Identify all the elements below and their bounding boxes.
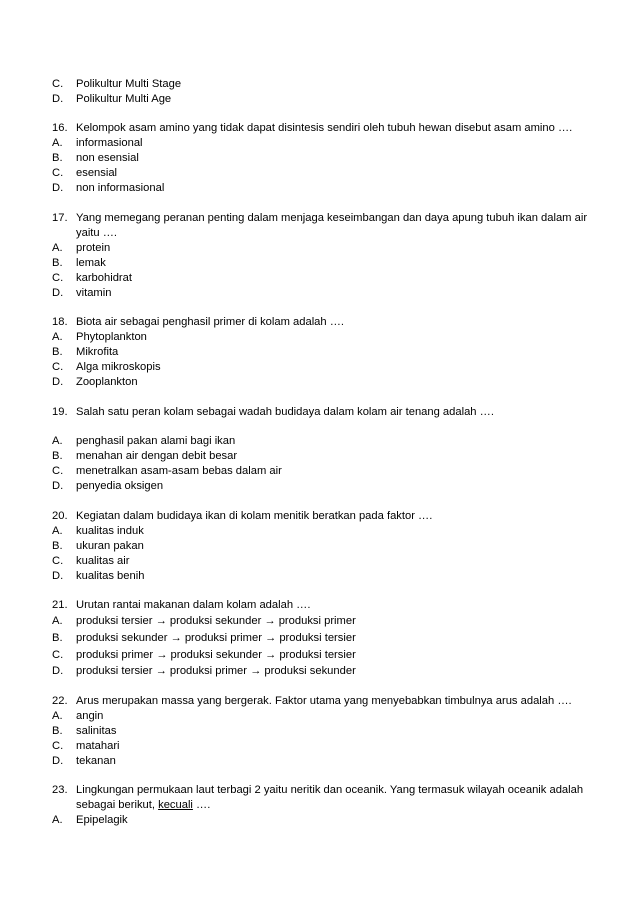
option-label: D. [52, 480, 64, 492]
option-label: A. [52, 525, 63, 537]
question-text: Kegiatan dalam budidaya ikan di kolam menitik beratkan pada faktor …. [76, 510, 433, 522]
question-number: 23. [52, 784, 68, 796]
option-text: Phytoplankton [76, 331, 147, 343]
option-text: produksi tersier → produksi sekunder → produksi primer [76, 615, 356, 627]
option-label: C. [52, 78, 64, 90]
option-text: kualitas induk [76, 525, 144, 537]
question-number: 20. [52, 510, 68, 522]
option-label: B. [52, 257, 63, 269]
question-text-part: sebagai berikut, [76, 799, 159, 811]
question-number: 16. [52, 122, 68, 134]
option-label: A. [52, 710, 63, 722]
option-label: B. [52, 632, 63, 644]
option-text: Polikultur Multi Stage [76, 78, 182, 90]
question-text: Kelompok asam amino yang tidak dapat disintesis sendiri oleh tubuh hewan disebut asam amino …. [76, 122, 573, 134]
option-text: kualitas benih [76, 570, 145, 582]
question-text: Arus merupakan massa yang bergerak. Faktor utama yang menyebabkan timbulnya arus adalah …. [76, 695, 572, 707]
question-text-tail: …. [192, 799, 211, 811]
option-text: karbohidrat [76, 272, 132, 284]
option-text: produksi sekunder → produksi primer → produksi tersier [76, 632, 356, 644]
question-text: Yang memegang peranan penting dalam menjaga keseimbangan dan daya apung tubuh ikan dalam air [76, 212, 588, 224]
option-text: produksi tersier → produksi primer → produksi sekunder [76, 665, 356, 677]
option-label: C. [52, 740, 64, 752]
option-label: C. [52, 167, 64, 179]
option-text: tekanan [76, 755, 116, 767]
option-label: D. [52, 755, 64, 767]
option-text: non informasional [76, 182, 165, 194]
option-text: Alga mikroskopis [76, 361, 161, 373]
option-label: A. [52, 137, 63, 149]
option-label: D. [52, 665, 64, 677]
option-label: C. [52, 272, 64, 284]
question-number: 22. [52, 695, 68, 707]
question-number: 18. [52, 316, 68, 328]
option-label: B. [52, 346, 63, 358]
option-text: kualitas air [76, 555, 130, 567]
option-text: ukuran pakan [76, 540, 144, 552]
option-label: C. [52, 465, 64, 477]
option-text: esensial [76, 167, 118, 179]
option-text: penghasil pakan alami bagi ikan [76, 435, 236, 447]
option-label: A. [52, 331, 63, 343]
option-text: penyedia oksigen [76, 480, 164, 492]
question-text: Lingkungan permukaan laut terbagi 2 yaitu neritik dan oceanik. Yang termasuk wilayah oceanik adalah [76, 784, 584, 796]
option-text: vitamin [76, 287, 112, 299]
option-label: B. [52, 540, 63, 552]
option-text: informasional [76, 137, 143, 149]
question-number: 19. [52, 406, 68, 418]
option-label: D. [52, 182, 64, 194]
option-text: matahari [76, 740, 120, 752]
option-label: B. [52, 450, 63, 462]
question-number: 21. [52, 599, 68, 611]
option-label: A. [52, 435, 63, 447]
option-text: Epipelagik [76, 814, 128, 826]
question-text: yaitu …. [76, 227, 118, 239]
option-text: lemak [76, 257, 106, 269]
option-text: protein [76, 242, 111, 254]
option-label: C. [52, 555, 64, 567]
option-label: A. [52, 615, 63, 627]
option-text: produksi primer → produksi sekunder → produksi tersier [76, 649, 356, 661]
question-text: Urutan rantai makanan dalam kolam adalah …. [76, 599, 311, 611]
option-label: C. [52, 649, 64, 661]
question-text: Biota air sebagai penghasil primer di kolam adalah …. [76, 316, 345, 328]
underlined-word: kecuali [158, 799, 193, 811]
option-text: angin [76, 710, 104, 722]
question-number: 17. [52, 212, 68, 224]
question-text: Salah satu peran kolam sebagai wadah budidaya dalam kolam air tenang adalah …. [76, 406, 494, 418]
option-label: C. [52, 361, 64, 373]
option-label: A. [52, 242, 63, 254]
option-text: Polikultur Multi Age [76, 93, 172, 105]
option-text: menahan air dengan debit besar [76, 450, 238, 462]
question-text [76, 798, 210, 812]
option-label: A. [52, 814, 63, 826]
option-label: D. [52, 93, 64, 105]
option-text: salinitas [76, 725, 117, 737]
option-label: B. [52, 725, 63, 737]
option-label: D. [52, 287, 64, 299]
option-text: Mikrofita [76, 346, 119, 358]
option-label: B. [52, 152, 63, 164]
option-text: menetralkan asam-asam bebas dalam air [76, 465, 282, 477]
option-label: D. [52, 376, 64, 388]
option-text: Zooplankton [76, 376, 138, 388]
option-label: D. [52, 570, 64, 582]
option-text: non esensial [76, 152, 139, 164]
